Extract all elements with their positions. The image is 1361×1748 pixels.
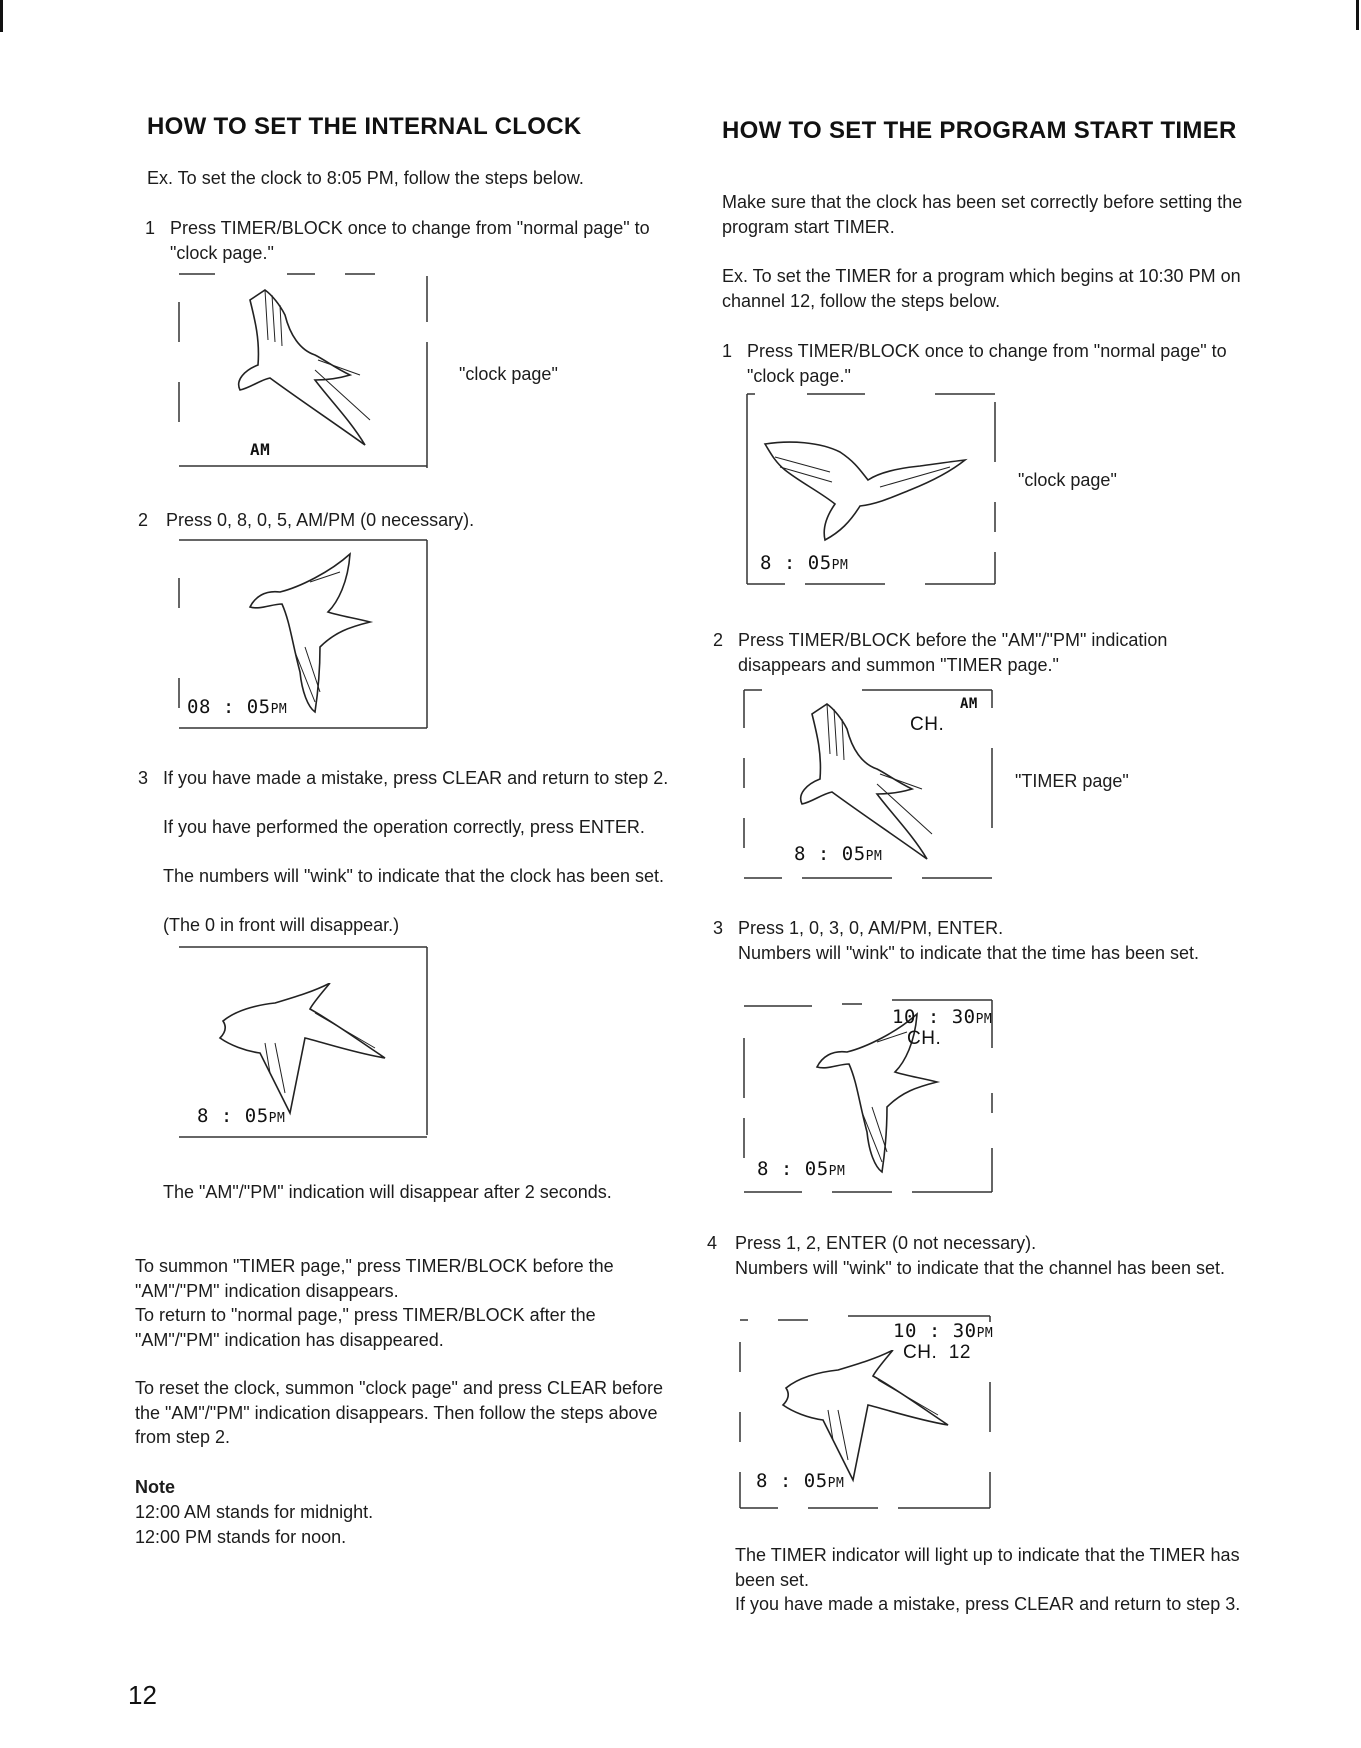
page-number: 12	[128, 1680, 157, 1710]
timer-page-screen	[742, 688, 997, 881]
right-heading: HOW TO SET THE PROGRAM START TIMER	[722, 117, 1237, 144]
scan-edge-right	[1356, 0, 1359, 30]
timer-time-set-display: 8 : 05PM	[757, 1158, 846, 1180]
timer-time-set-channel: CH.	[907, 1028, 942, 1049]
scan-edge-left	[0, 0, 3, 32]
timer-channel-set-display: 8 : 05PM	[756, 1470, 845, 1492]
timer-page-am: AM	[960, 696, 978, 712]
left-step-2-text: Press 0, 8, 0, 5, AM/PM (0 necessary).	[166, 510, 475, 530]
clock-page-caption: "clock page"	[459, 364, 558, 384]
timer-channel-set-screen	[738, 1312, 996, 1512]
right-step-4-line-1: Press 1, 2, ENTER (0 not necessary).	[735, 1233, 1037, 1253]
right-step-2-number: 2	[713, 630, 724, 650]
left-para-reset: To reset the clock, summon "clock page" and press CLEAR before the "AM"/"PM" indication disappears. Then follow the steps above from step 2.	[135, 1378, 664, 1447]
right-step-3-line-1: Press 1, 0, 3, 0, AM/PM, ENTER.	[738, 918, 1004, 938]
right-intro: Make sure that the clock has been set correctly before setting the program start TIMER.	[722, 192, 1243, 237]
dove-illustration	[778, 1350, 998, 1530]
right-step-3-line-2: Numbers will "wink" to indicate that the time has been set.	[738, 943, 1199, 963]
timer-clock-page-caption: "clock page"	[1018, 470, 1117, 490]
dove-illustration	[215, 983, 435, 1163]
timer-channel-set-channel: CH. 12	[903, 1342, 971, 1363]
timer-time-set-screen	[742, 998, 997, 1194]
timer-clock-page-screen	[745, 392, 1000, 587]
clock-wink-screen	[175, 945, 430, 1140]
timer-page-caption: "TIMER page"	[1015, 771, 1129, 791]
timer-page-channel: CH.	[910, 714, 945, 735]
right-step-1-text: Press TIMER/BLOCK once to change from "normal page" to "clock page."	[747, 341, 1227, 386]
timer-channel-set-start: 10 : 30PM	[893, 1320, 994, 1342]
note-title: Note	[135, 1477, 175, 1497]
left-step-3-line-2: If you have performed the operation correctly, press ENTER.	[163, 817, 645, 837]
left-after-note: The "AM"/"PM" indication will disappear after 2 seconds.	[163, 1182, 612, 1202]
right-closing-1: The TIMER indicator will light up to indicate that the TIMER has been set.	[735, 1545, 1240, 1590]
left-heading: HOW TO SET THE INTERNAL CLOCK	[147, 113, 582, 140]
right-example: Ex. To set the TIMER for a program which begins at 10:30 PM on channel 12, follow the steps below.	[722, 266, 1241, 311]
note-line-2: 12:00 PM stands for noon.	[135, 1527, 347, 1547]
left-example: Ex. To set the clock to 8:05 PM, follow the steps below.	[147, 168, 584, 188]
clock-wink-display: 8 : 05PM	[197, 1105, 286, 1127]
left-para-summon: To summon "TIMER page," press TIMER/BLOCK before the "AM"/"PM" indication disappears.	[135, 1256, 614, 1301]
left-step-3-number: 3	[138, 768, 149, 788]
clock-page-display: AM	[250, 440, 271, 459]
left-step-3-line-4: (The 0 in front will disappear.)	[163, 915, 400, 935]
left-step-1-text: Press TIMER/BLOCK once to change from "normal page" to "clock page."	[170, 218, 650, 263]
right-step-2-text: Press TIMER/BLOCK before the "AM"/"PM" indication disappears and summon "TIMER page."	[738, 630, 1168, 675]
left-step-3-line-3: The numbers will "wink" to indicate that the clock has been set.	[163, 866, 665, 886]
right-step-3-number: 3	[713, 918, 724, 938]
left-step-3-line-1: If you have made a mistake, press CLEAR and return to step 2.	[163, 768, 669, 788]
left-para-return: To return to "normal page," press TIMER/BLOCK after the "AM"/"PM" indication has disappeared.	[135, 1305, 596, 1350]
timer-clock-page-display: 8 : 05PM	[760, 552, 849, 574]
timer-time-set-start: 10 : 30PM	[892, 1006, 993, 1028]
clock-page-screen	[175, 272, 435, 468]
clock-set-screen	[175, 538, 430, 730]
note-line-1: 12:00 AM stands for midnight.	[135, 1502, 374, 1522]
right-closing-2: If you have made a mistake, press CLEAR and return to step 3.	[735, 1594, 1241, 1614]
dove-illustration	[760, 432, 980, 552]
left-step-1-number: 1	[145, 218, 156, 238]
left-step-2-number: 2	[138, 510, 149, 530]
timer-page-display: 8 : 05PM	[794, 843, 883, 865]
right-step-4-number: 4	[707, 1233, 718, 1253]
clock-set-display: 08 : 05PM	[187, 696, 288, 718]
right-step-1-number: 1	[722, 341, 733, 361]
right-step-4-line-2: Numbers will "wink" to indicate that the channel has been set.	[735, 1258, 1226, 1278]
dove-illustration	[220, 280, 420, 460]
